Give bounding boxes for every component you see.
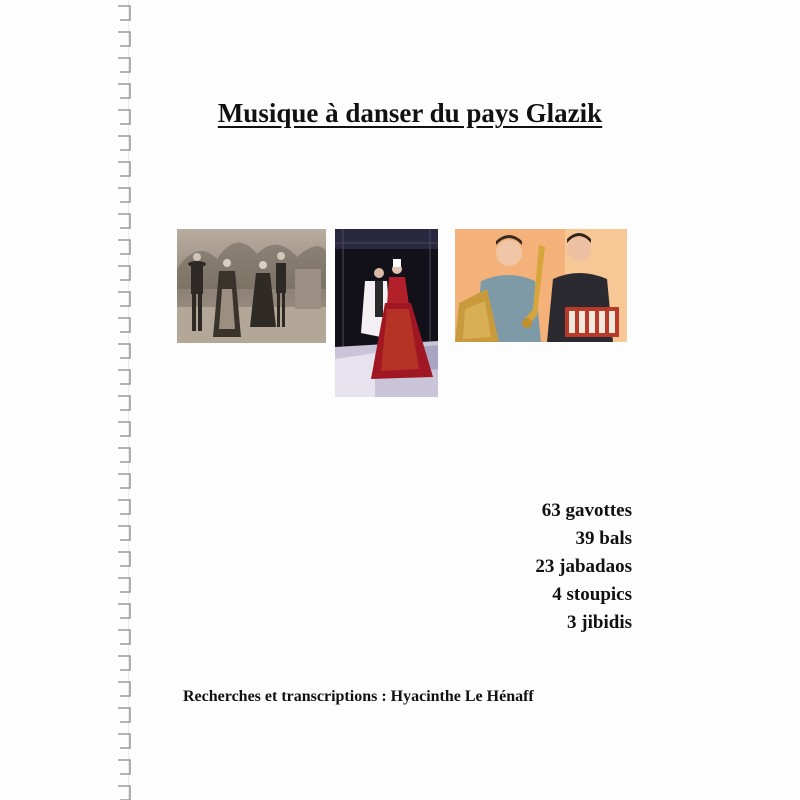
binding-ring [118,630,130,644]
binding-ring [118,396,130,410]
binding-ring [118,578,130,592]
count-jabadaos: 23 jabadaos [535,556,632,577]
author-credit: Recherches et transcriptions : Hyacinthe Le Hénaff [183,688,534,705]
binding-ring [118,526,130,540]
binding-ring [118,32,130,46]
photo-dancers-sepia [177,229,326,343]
binding-ring [118,786,130,800]
binding-ring [118,214,130,228]
binding-ring [118,708,130,722]
binding-ring [118,6,130,20]
binding-ring [118,344,130,358]
binding-ring [118,240,130,254]
binding-ring [118,760,130,774]
binding-ring [118,682,130,696]
binding-ring [118,474,130,488]
binding-ring [118,58,130,72]
dance-counts-list [440,497,632,637]
binding-ring [118,110,130,124]
spiral-binding [112,0,138,800]
binding-ring [118,188,130,202]
binding-ring [118,500,130,514]
binding-ring [118,84,130,98]
binding-ring [118,318,130,332]
binding-ring [118,552,130,566]
binding-ring [118,370,130,384]
count-gavottes: 63 gavottes [541,500,632,521]
binding-ring [118,162,130,176]
binding-ring [118,656,130,670]
binding-ring [118,448,130,462]
binding-ring [118,604,130,618]
binding-ring [118,266,130,280]
binding-ring [118,422,130,436]
cover-title: Musique à danser du pays Glazik [217,98,603,128]
count-stoupics: 4 stoupics [552,584,632,605]
binding-ring [118,136,130,150]
count-bals: 39 bals [575,528,632,549]
photo-dancing-couple [335,229,438,397]
count-jibidis: 3 jibidis [567,612,632,633]
photo-musicians [455,229,627,342]
binding-ring [118,292,130,306]
binding-ring [118,734,130,748]
